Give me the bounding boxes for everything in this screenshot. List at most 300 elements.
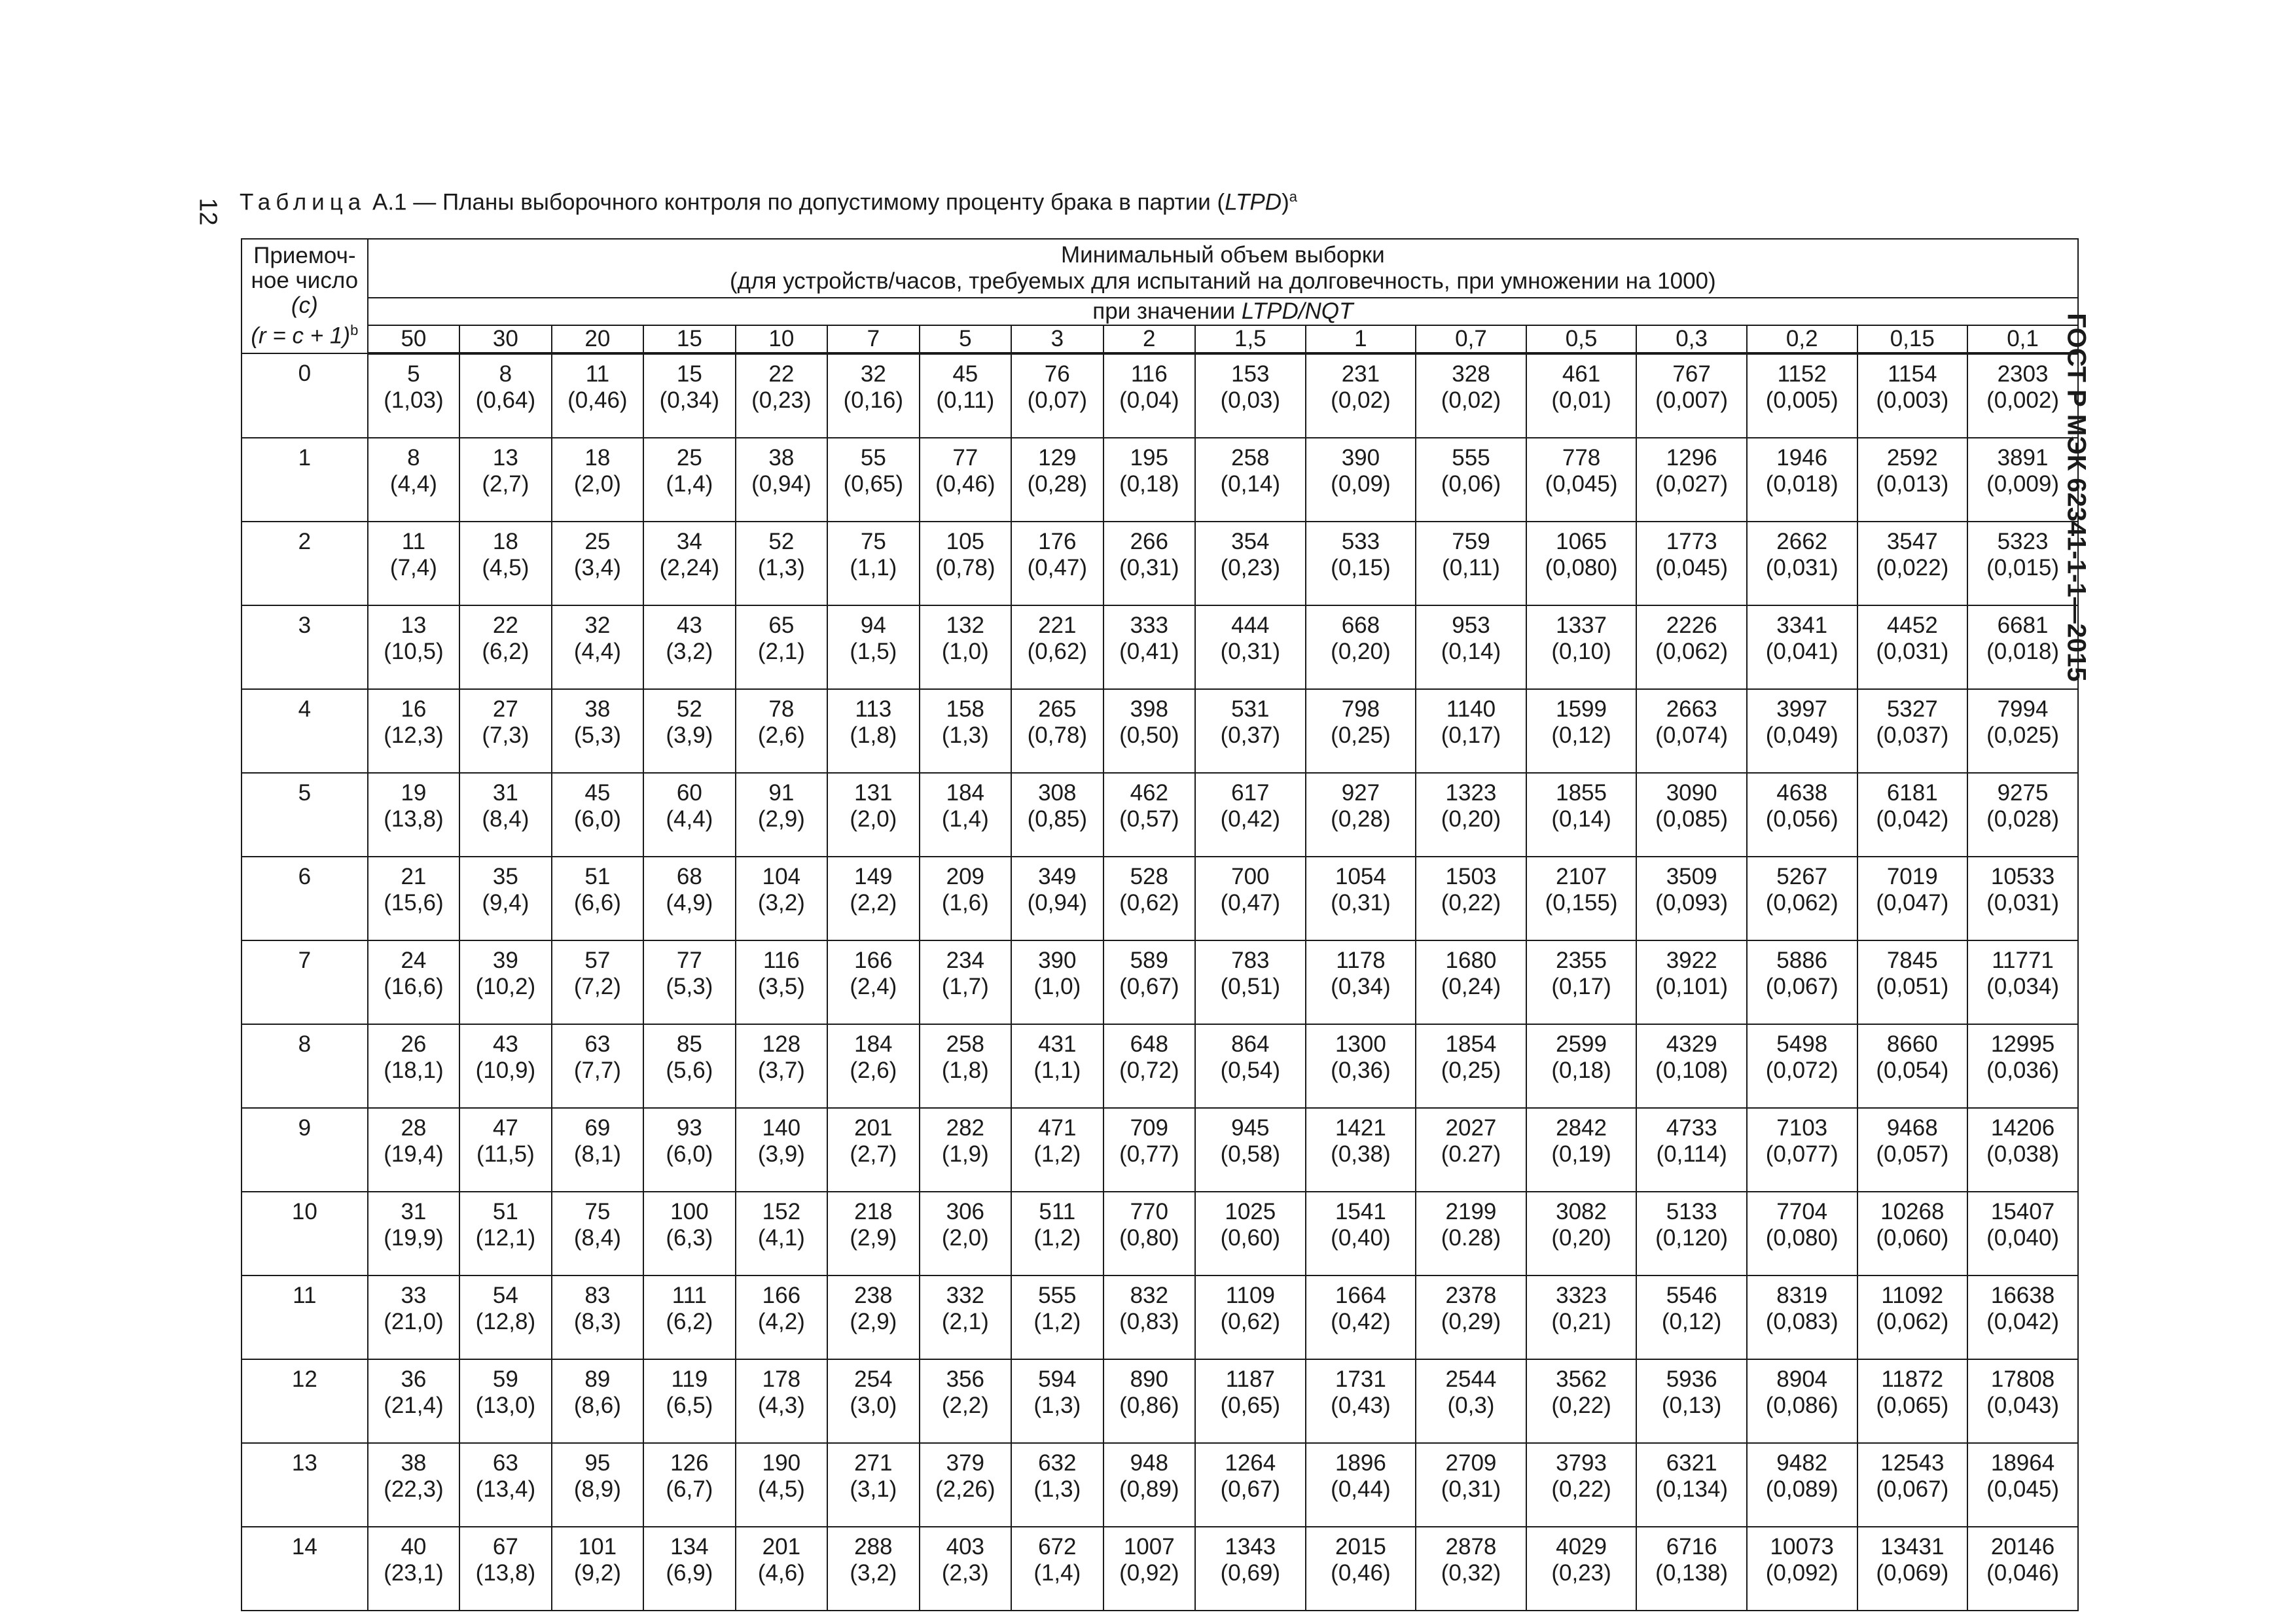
sample-size-value: 1664 — [1335, 1283, 1386, 1308]
sample-size-value: 18 — [492, 529, 518, 554]
sample-size-cell — [1857, 605, 1968, 689]
sample-size-value: 254 — [854, 1366, 893, 1392]
sample-size-value: 22 — [492, 613, 518, 638]
table-title-word: Таблица — [240, 189, 367, 215]
sample-size-cell — [736, 522, 827, 605]
sample-size-value: 22 — [768, 361, 795, 387]
sample-size-value: 3547 — [1886, 529, 1938, 554]
sample-size-value: 398 — [1130, 696, 1168, 722]
defect-percent-value: (2,1) — [757, 639, 805, 664]
sample-size-value: 100 — [670, 1199, 709, 1224]
defect-percent-value: (0,42) — [1220, 806, 1281, 832]
sample-size-value: 15407 — [1990, 1199, 2055, 1224]
table-title — [240, 188, 1297, 216]
sample-size-value: 5133 — [1666, 1199, 1717, 1224]
defect-percent-value: (0,005) — [1765, 387, 1839, 413]
sample-size-value: 43 — [492, 1031, 518, 1057]
sample-size-value: 5546 — [1666, 1283, 1717, 1308]
sample-size-value: 1065 — [1556, 529, 1607, 554]
acceptance-number-cell: 4 — [242, 689, 368, 773]
sample-size-value: 390 — [1341, 445, 1380, 471]
sample-size-cell — [1306, 1275, 1416, 1359]
sample-size-cell — [459, 940, 551, 1024]
page-number: 12 — [194, 198, 222, 226]
defect-percent-value: (0,043) — [1986, 1393, 2059, 1418]
table-row — [242, 857, 2078, 940]
sample-size-cell — [643, 857, 735, 940]
acceptance-number-cell: 7 — [242, 940, 368, 1024]
sample-size-cell — [459, 1192, 551, 1275]
sample-size-cell — [459, 438, 551, 522]
sample-size-cell — [736, 1527, 827, 1611]
acceptance-number-cell: 0 — [242, 353, 368, 438]
defect-percent-value: (6,2) — [482, 639, 529, 664]
sample-size-cell — [1967, 1359, 2078, 1443]
defect-percent-value: (0,045) — [1655, 555, 1729, 580]
defect-percent-value: (0,42) — [1331, 1309, 1391, 1334]
sample-size-cell — [1011, 1024, 1103, 1108]
sample-size-cell — [459, 1108, 551, 1192]
defect-percent-value: (0,003) — [1876, 387, 1949, 413]
defect-percent-value: (0,28) — [1331, 806, 1391, 832]
sample-size-value: 33 — [401, 1283, 427, 1308]
table-row — [242, 1359, 2078, 1443]
defect-percent-value: (0,025) — [1986, 722, 2059, 748]
defect-percent-value: (0,32) — [1441, 1560, 1501, 1586]
sample-size-cell — [552, 940, 643, 1024]
defect-percent-value: (4,5) — [482, 555, 529, 580]
defect-percent-value: (0,047) — [1876, 890, 1949, 916]
acceptance-number-cell: 10 — [242, 1192, 368, 1275]
defect-percent-value: (0,155) — [1545, 890, 1618, 916]
sample-size-cell — [1195, 353, 1306, 438]
sample-size-cell — [552, 1359, 643, 1443]
sample-size-value: 4733 — [1666, 1115, 1717, 1141]
defect-percent-value: (19,9) — [384, 1225, 444, 1251]
defect-percent-value: (0.27) — [1441, 1141, 1501, 1167]
sample-size-cell — [643, 1108, 735, 1192]
sample-size-cell — [1967, 1108, 2078, 1192]
sample-size-cell — [736, 605, 827, 689]
sample-size-value: 32 — [860, 361, 886, 387]
defect-percent-value: (1,7) — [941, 974, 989, 999]
sample-size-value: 1154 — [1888, 361, 1937, 387]
sample-size-value: 5886 — [1776, 948, 1828, 973]
defect-percent-value: (15,6) — [384, 890, 444, 916]
defect-percent-value: (0,13) — [1661, 1393, 1722, 1418]
sample-size-value: 354 — [1231, 529, 1270, 554]
column-header: 7 — [827, 325, 919, 353]
sample-size-cell — [459, 605, 551, 689]
defect-percent-value: (12,3) — [384, 722, 444, 748]
sample-size-value: 15 — [676, 361, 702, 387]
sample-size-cell — [1747, 940, 1857, 1024]
sample-size-value: 178 — [762, 1366, 801, 1392]
defect-percent-value: (13,8) — [384, 806, 444, 832]
defect-percent-value: (0,18) — [1119, 471, 1179, 497]
sample-size-cell — [368, 1024, 459, 1108]
defect-percent-value: (0,20) — [1331, 639, 1391, 664]
sample-size-cell — [1747, 1359, 1857, 1443]
sample-size-cell — [1857, 438, 1968, 522]
sample-size-value: 3793 — [1556, 1450, 1607, 1476]
sample-size-value: 2842 — [1556, 1115, 1607, 1141]
sample-size-value: 51 — [492, 1199, 518, 1224]
sample-size-cell — [1526, 438, 1637, 522]
defect-percent-value: (0,29) — [1441, 1309, 1501, 1334]
sample-size-cell — [827, 689, 919, 773]
sample-size-cell — [552, 353, 643, 438]
sample-size-cell — [1416, 773, 1526, 857]
sample-size-value: 3082 — [1556, 1199, 1607, 1224]
defect-percent-value: (0,60) — [1220, 1225, 1281, 1251]
sample-size-cell — [1103, 438, 1195, 522]
defect-percent-value: (0,14) — [1441, 639, 1501, 664]
sample-size-value: 431 — [1038, 1031, 1077, 1057]
sample-size-value: 231 — [1341, 361, 1380, 387]
table-title-footnote-mark: a — [1289, 188, 1297, 205]
ltpd-value-prefix: при значении — [1092, 298, 1242, 324]
defect-percent-value: (0,038) — [1986, 1141, 2059, 1167]
defect-percent-value: (0,027) — [1655, 471, 1729, 497]
sample-size-cell — [1011, 1192, 1103, 1275]
sample-size-cell — [1195, 940, 1306, 1024]
sample-size-value: 332 — [946, 1283, 985, 1308]
sample-size-value: 68 — [676, 864, 702, 889]
defect-percent-value: (1,4) — [941, 806, 989, 832]
table-row — [242, 1527, 2078, 1611]
column-header: 0,3 — [1636, 325, 1747, 353]
sample-size-cell — [1967, 940, 2078, 1024]
defect-percent-value: (0,069) — [1876, 1560, 1949, 1586]
sample-size-value: 832 — [1130, 1283, 1168, 1308]
defect-percent-value: (0,72) — [1119, 1058, 1179, 1083]
sample-size-value: 1421 — [1335, 1115, 1386, 1141]
sample-size-cell — [1011, 353, 1103, 438]
defect-percent-value: (1,4) — [666, 471, 713, 497]
defect-percent-value: (6,0) — [573, 806, 621, 832]
defect-percent-value: (0,31) — [1441, 1476, 1501, 1502]
sample-size-value: 89 — [584, 1366, 611, 1392]
sample-size-cell — [1103, 857, 1195, 940]
sample-size-cell — [736, 353, 827, 438]
column-header: 0,1 — [1967, 325, 2078, 353]
sample-size-value: 134 — [670, 1534, 709, 1560]
sample-size-cell — [1011, 1275, 1103, 1359]
defect-percent-value: (0,09) — [1331, 471, 1391, 497]
sample-size-value: 31 — [492, 780, 518, 806]
column-header: 5 — [920, 325, 1011, 353]
defect-percent-value: (0,041) — [1765, 639, 1839, 664]
sample-size-cell — [1195, 689, 1306, 773]
defect-percent-value: (0,042) — [1986, 1309, 2059, 1334]
defect-percent-value: (12,1) — [475, 1225, 536, 1251]
sample-size-cell — [1416, 438, 1526, 522]
defect-percent-value: (0,65) — [1220, 1393, 1281, 1418]
sample-size-cell — [1103, 1527, 1195, 1611]
sample-size-value: 1152 — [1777, 361, 1827, 387]
sample-size-value: 648 — [1130, 1031, 1168, 1057]
sample-size-cell — [1103, 1192, 1195, 1275]
defect-percent-value: (0,009) — [1986, 471, 2059, 497]
sample-size-cell — [920, 353, 1011, 438]
sample-size-value: 511 — [1039, 1199, 1076, 1224]
defect-percent-value: (0,19) — [1551, 1141, 1611, 1167]
sample-size-cell — [827, 1024, 919, 1108]
sample-size-value: 12995 — [1990, 1031, 2055, 1057]
sample-size-value: 1343 — [1225, 1534, 1276, 1560]
defect-percent-value: (0,14) — [1220, 471, 1281, 497]
defect-percent-value: (0,080) — [1545, 555, 1618, 580]
sample-size-value: 2709 — [1445, 1450, 1497, 1476]
sample-size-value: 5267 — [1776, 864, 1828, 889]
sample-size-value: 6681 — [1997, 613, 2049, 638]
sample-size-cell — [1857, 1275, 1968, 1359]
defect-percent-value: (0,57) — [1119, 806, 1179, 832]
acceptance-number-cell: 11 — [242, 1275, 368, 1359]
sample-size-value: 1178 — [1336, 948, 1386, 973]
sample-size-cell — [827, 1359, 919, 1443]
sample-size-cell — [827, 438, 919, 522]
sample-size-value: 18964 — [1990, 1450, 2055, 1476]
defect-percent-value: (19,4) — [384, 1141, 444, 1167]
sample-size-cell — [1857, 689, 1968, 773]
sample-size-value: 38 — [401, 1450, 427, 1476]
sample-size-cell — [1967, 353, 2078, 438]
sample-size-value: 14206 — [1990, 1115, 2055, 1141]
defect-percent-value: (5,6) — [666, 1058, 713, 1083]
sample-size-cell — [459, 773, 551, 857]
sample-size-value: 52 — [676, 696, 702, 722]
sample-size-cell — [1195, 1024, 1306, 1108]
defect-percent-value: (0,23) — [1551, 1560, 1611, 1586]
sample-size-cell — [827, 940, 919, 1024]
sample-size-cell — [1857, 1443, 1968, 1527]
sample-size-value: 11 — [585, 361, 610, 387]
defect-percent-value: (6,6) — [573, 890, 621, 916]
sample-size-cell — [1857, 1108, 1968, 1192]
defect-percent-value: (0,045) — [1545, 471, 1618, 497]
defect-percent-value: (0,62) — [1220, 1309, 1281, 1334]
defect-percent-value: (0,18) — [1551, 1058, 1611, 1083]
sample-size-value: 8319 — [1776, 1283, 1828, 1308]
sample-size-cell — [1103, 605, 1195, 689]
sample-size-value: 1773 — [1666, 529, 1717, 554]
defect-percent-value: (6,5) — [666, 1393, 713, 1418]
sample-size-cell — [920, 940, 1011, 1024]
acceptance-number-cell: 8 — [242, 1024, 368, 1108]
sample-size-value: 1264 — [1225, 1450, 1276, 1476]
column-header: 0,7 — [1416, 325, 1526, 353]
ltpd-table — [241, 238, 2079, 1611]
sample-size-value: 258 — [946, 1031, 985, 1057]
sample-size-cell — [736, 1192, 827, 1275]
defect-percent-value: (0,04) — [1119, 387, 1179, 413]
sample-size-cell — [1747, 1443, 1857, 1527]
sample-size-value: 759 — [1452, 529, 1490, 554]
sample-size-value: 7994 — [1997, 696, 2049, 722]
sample-size-cell — [1636, 1192, 1747, 1275]
sample-size-value: 531 — [1231, 696, 1270, 722]
sample-size-cell — [1306, 1108, 1416, 1192]
sample-size-value: 35 — [492, 864, 518, 889]
sample-size-value: 221 — [1038, 613, 1077, 638]
sample-size-value: 52 — [768, 529, 795, 554]
sample-size-cell — [736, 940, 827, 1024]
table-title-close: ) — [1282, 189, 1289, 215]
sample-size-cell — [827, 522, 919, 605]
sample-size-value: 5498 — [1776, 1031, 1828, 1057]
defect-percent-value: (0,031) — [1876, 639, 1949, 664]
defect-percent-value: (0,06) — [1441, 471, 1501, 497]
defect-percent-value: (0,036) — [1986, 1058, 2059, 1083]
sample-size-cell — [1747, 1108, 1857, 1192]
sample-size-cell — [736, 1024, 827, 1108]
defect-percent-value: (0,031) — [1765, 555, 1839, 580]
sample-size-cell — [643, 522, 735, 605]
sample-size-value: 40 — [401, 1534, 427, 1560]
sample-size-value: 349 — [1038, 864, 1077, 889]
sample-size-cell — [1526, 689, 1637, 773]
sample-size-cell — [459, 857, 551, 940]
sample-size-value: 5936 — [1666, 1366, 1717, 1392]
sample-size-value: 24 — [401, 948, 427, 973]
sample-size-cell — [1416, 1108, 1526, 1192]
sample-size-cell — [1306, 353, 1416, 438]
table-row — [242, 1024, 2078, 1108]
sample-size-value: 176 — [1038, 529, 1077, 554]
sample-size-value: 105 — [946, 529, 985, 554]
sample-size-cell — [1416, 857, 1526, 940]
defect-percent-value: (7,7) — [573, 1058, 621, 1083]
defect-percent-value: (0,34) — [659, 387, 720, 413]
sample-size-cell — [1306, 1443, 1416, 1527]
sample-size-cell — [368, 1108, 459, 1192]
sample-size-cell — [920, 522, 1011, 605]
defect-percent-value: (0,062) — [1876, 1309, 1949, 1334]
defect-percent-value: (5,3) — [573, 722, 621, 748]
sample-size-value: 288 — [854, 1534, 893, 1560]
defect-percent-value: (3,5) — [757, 974, 805, 999]
sample-size-value: 2662 — [1776, 529, 1828, 554]
sample-size-cell — [1416, 1527, 1526, 1611]
sample-size-value: 9275 — [1997, 780, 2049, 806]
defect-percent-value: (11,5) — [476, 1141, 535, 1167]
defect-percent-value: (8,4) — [573, 1225, 621, 1251]
sample-size-value: 18 — [584, 445, 611, 471]
defect-percent-value: (0,40) — [1331, 1225, 1391, 1251]
acceptance-number-cell: 6 — [242, 857, 368, 940]
sample-size-cell — [552, 1527, 643, 1611]
defect-percent-value: (0,77) — [1119, 1141, 1179, 1167]
sample-size-value: 85 — [676, 1031, 702, 1057]
sample-size-cell — [1195, 1275, 1306, 1359]
sample-size-cell — [643, 1024, 735, 1108]
sample-size-value: 767 — [1672, 361, 1711, 387]
corner-line-1: Приемоч- — [253, 243, 356, 268]
defect-percent-value: (6,7) — [666, 1476, 713, 1502]
sample-size-cell — [1857, 1359, 1968, 1443]
defect-percent-value: (10,5) — [384, 639, 444, 664]
sample-size-value: 462 — [1130, 780, 1168, 806]
defect-percent-value: (0,062) — [1655, 639, 1729, 664]
sample-size-value: 128 — [762, 1031, 801, 1057]
sample-size-cell — [827, 857, 919, 940]
sample-size-value: 4029 — [1556, 1534, 1607, 1560]
sample-size-cell — [827, 1192, 919, 1275]
defect-percent-value: (0,58) — [1220, 1141, 1281, 1167]
sample-size-cell — [1636, 857, 1747, 940]
sample-size-cell — [368, 438, 459, 522]
defect-percent-value: (9,2) — [573, 1560, 621, 1586]
column-header: 2 — [1103, 325, 1195, 353]
sample-size-value: 158 — [946, 696, 985, 722]
sample-size-value: 2199 — [1445, 1199, 1497, 1224]
defect-percent-value: (0,23) — [751, 387, 812, 413]
defect-percent-value: (3,9) — [757, 1141, 805, 1167]
sample-size-value: 6181 — [1886, 780, 1938, 806]
defect-percent-value: (6,0) — [666, 1141, 713, 1167]
sample-size-value: 59 — [492, 1366, 518, 1392]
defect-percent-value: (1,1) — [1033, 1058, 1081, 1083]
sample-size-cell — [1306, 773, 1416, 857]
sample-size-value: 1300 — [1335, 1031, 1386, 1057]
sample-size-value: 2107 — [1556, 864, 1607, 889]
defect-percent-value: (0,46) — [567, 387, 628, 413]
sample-size-cell — [920, 605, 1011, 689]
sample-size-cell — [1526, 1108, 1637, 1192]
sample-size-cell — [736, 773, 827, 857]
defect-percent-value: (9,4) — [482, 890, 529, 916]
defect-percent-value: (0,28) — [1027, 471, 1088, 497]
defect-percent-value: (0,089) — [1765, 1476, 1839, 1502]
sample-size-value: 778 — [1562, 445, 1601, 471]
sample-size-value: 798 — [1341, 696, 1380, 722]
defect-percent-value: (0,01) — [1551, 387, 1611, 413]
defect-percent-value: (0,034) — [1986, 974, 2059, 999]
sample-size-cell — [1306, 1359, 1416, 1443]
sample-size-value: 864 — [1231, 1031, 1270, 1057]
sample-size-cell — [1636, 773, 1747, 857]
sample-size-cell — [643, 438, 735, 522]
sample-size-cell — [920, 1108, 1011, 1192]
sample-size-value: 783 — [1231, 948, 1270, 973]
sample-size-cell — [1195, 1192, 1306, 1275]
sample-size-value: 258 — [1231, 445, 1270, 471]
sample-size-cell — [1416, 353, 1526, 438]
sample-size-value: 77 — [952, 445, 978, 471]
defect-percent-value: (4,4) — [573, 639, 621, 664]
sample-size-cell — [1103, 940, 1195, 1024]
defect-percent-value: (0,22) — [1551, 1476, 1611, 1502]
sample-size-value: 34 — [676, 529, 702, 554]
sample-size-cell — [1195, 605, 1306, 689]
sample-size-value: 1187 — [1225, 1366, 1275, 1392]
sample-size-value: 63 — [584, 1031, 611, 1057]
sample-size-value: 8660 — [1886, 1031, 1938, 1057]
sample-size-cell — [1416, 1024, 1526, 1108]
sample-size-cell — [1967, 1024, 2078, 1108]
defect-percent-value: (0,50) — [1119, 722, 1179, 748]
sample-size-cell — [1967, 1443, 2078, 1527]
defect-percent-value: (2,0) — [573, 471, 621, 497]
sample-size-value: 271 — [854, 1450, 893, 1476]
defect-percent-value: (0,94) — [1027, 890, 1088, 916]
defect-percent-value: (2,1) — [941, 1309, 989, 1334]
sample-size-value: 20146 — [1990, 1534, 2055, 1560]
sample-size-value: 152 — [762, 1199, 801, 1224]
defect-percent-value: (13,4) — [475, 1476, 536, 1502]
